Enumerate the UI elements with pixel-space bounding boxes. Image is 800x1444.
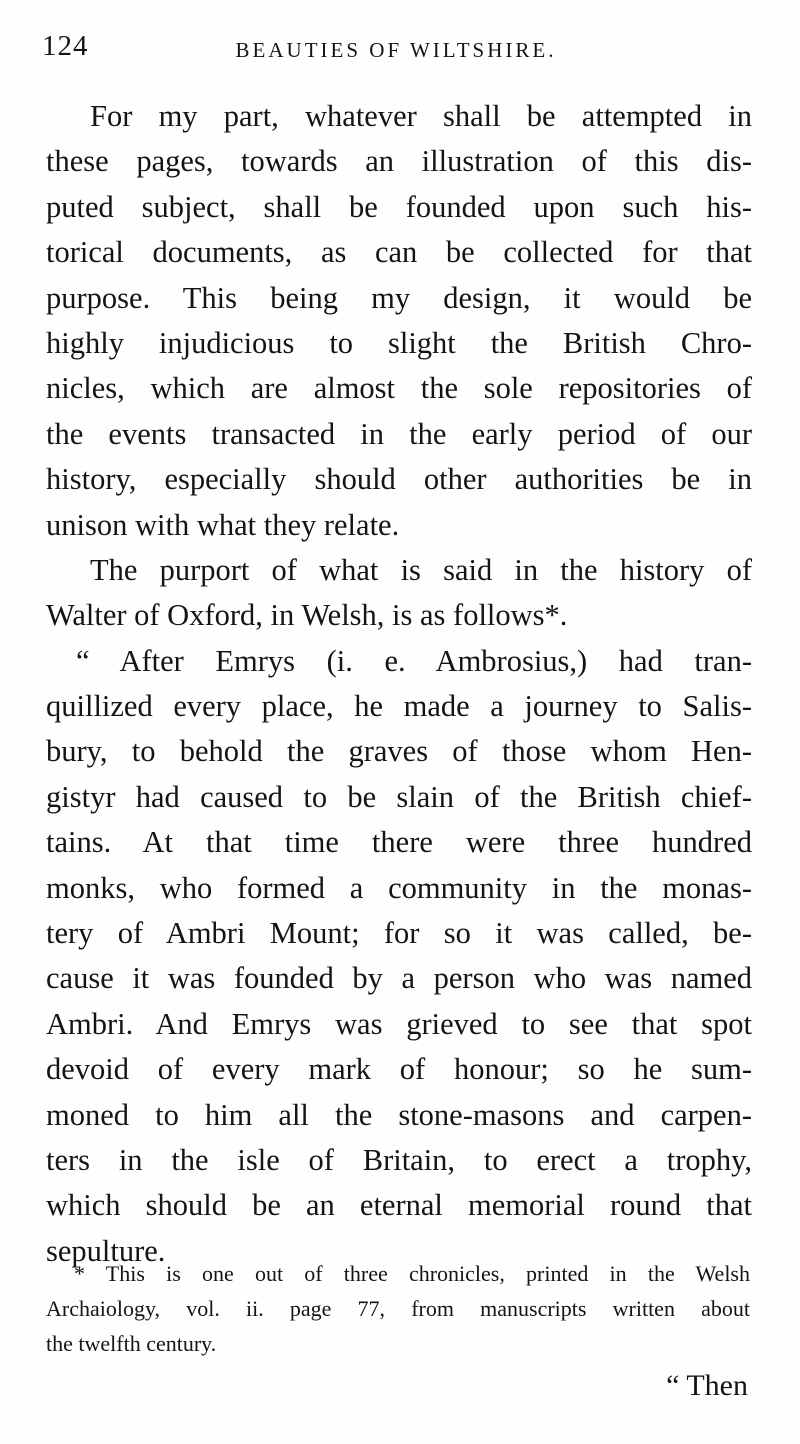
page-header <box>42 30 750 70</box>
text-line: highly injudicious to slight the British Chro- <box>46 325 752 360</box>
text-line: which should be an eternal memorial round that <box>46 1188 752 1223</box>
body-text <box>46 94 752 1274</box>
text-line: quillized every place, he made a journey to Salis- <box>46 689 752 724</box>
text-line: tery of Ambri Mount; for so it was called, be- <box>46 916 752 951</box>
catchword: “ Then <box>666 1369 748 1402</box>
text-line: devoid of every mark of honour; so he sum- <box>46 1052 752 1087</box>
page-number: 124 <box>42 30 89 62</box>
text-line: these pages, towards an illustration of this dis- <box>46 144 752 179</box>
text-line: gistyr had caused to be slain of the British chief- <box>46 779 752 814</box>
text-line: monks, who formed a community in the monas- <box>46 870 752 905</box>
text-line: The purport of what is said in the history of <box>90 552 752 587</box>
footnote-line: * This is one out of three chronicles, printed in the Welsh <box>74 1261 750 1286</box>
text-line: the events transacted in the early period of our <box>46 416 752 451</box>
text-line: bury, to behold the graves of those whom Hen- <box>46 734 752 769</box>
text-line: sepulture. <box>46 1233 166 1268</box>
text-line: Walter of Oxford, in Welsh, is as follows*. <box>46 598 568 633</box>
footnote-line: the twelfth century. <box>46 1331 217 1356</box>
text-line: “ After Emrys (i. e. Ambrosius,) had tran- <box>76 643 752 678</box>
footnote <box>46 1256 750 1361</box>
text-line: history, especially should other authorities be in <box>46 462 752 497</box>
text-line: cause it was founded by a person who was named <box>46 961 752 996</box>
text-line: unison with what they relate. <box>46 507 400 542</box>
text-line: tains. At that time there were three hundred <box>46 825 752 860</box>
running-head: BEAUTIES OF WILTSHIRE. <box>235 38 557 62</box>
text-line: ters in the isle of Britain, to erect a trophy, <box>46 1142 752 1177</box>
text-line: Ambri. And Emrys was grieved to see that spot <box>46 1006 752 1041</box>
text-line: puted subject, shall be founded upon such his- <box>46 189 752 224</box>
text-line: For my part, whatever shall be attempted in <box>90 99 752 133</box>
footnote-line: Archaiology, vol. ii. page 77, from manuscripts written about <box>46 1296 750 1321</box>
text-line: nicles, which are almost the sole repositories of <box>46 371 752 406</box>
text-line: torical documents, as can be collected for that <box>46 235 752 270</box>
text-line: purpose. This being my design, it would be <box>46 280 752 315</box>
text-line: moned to him all the stone-masons and carpen- <box>46 1097 752 1132</box>
